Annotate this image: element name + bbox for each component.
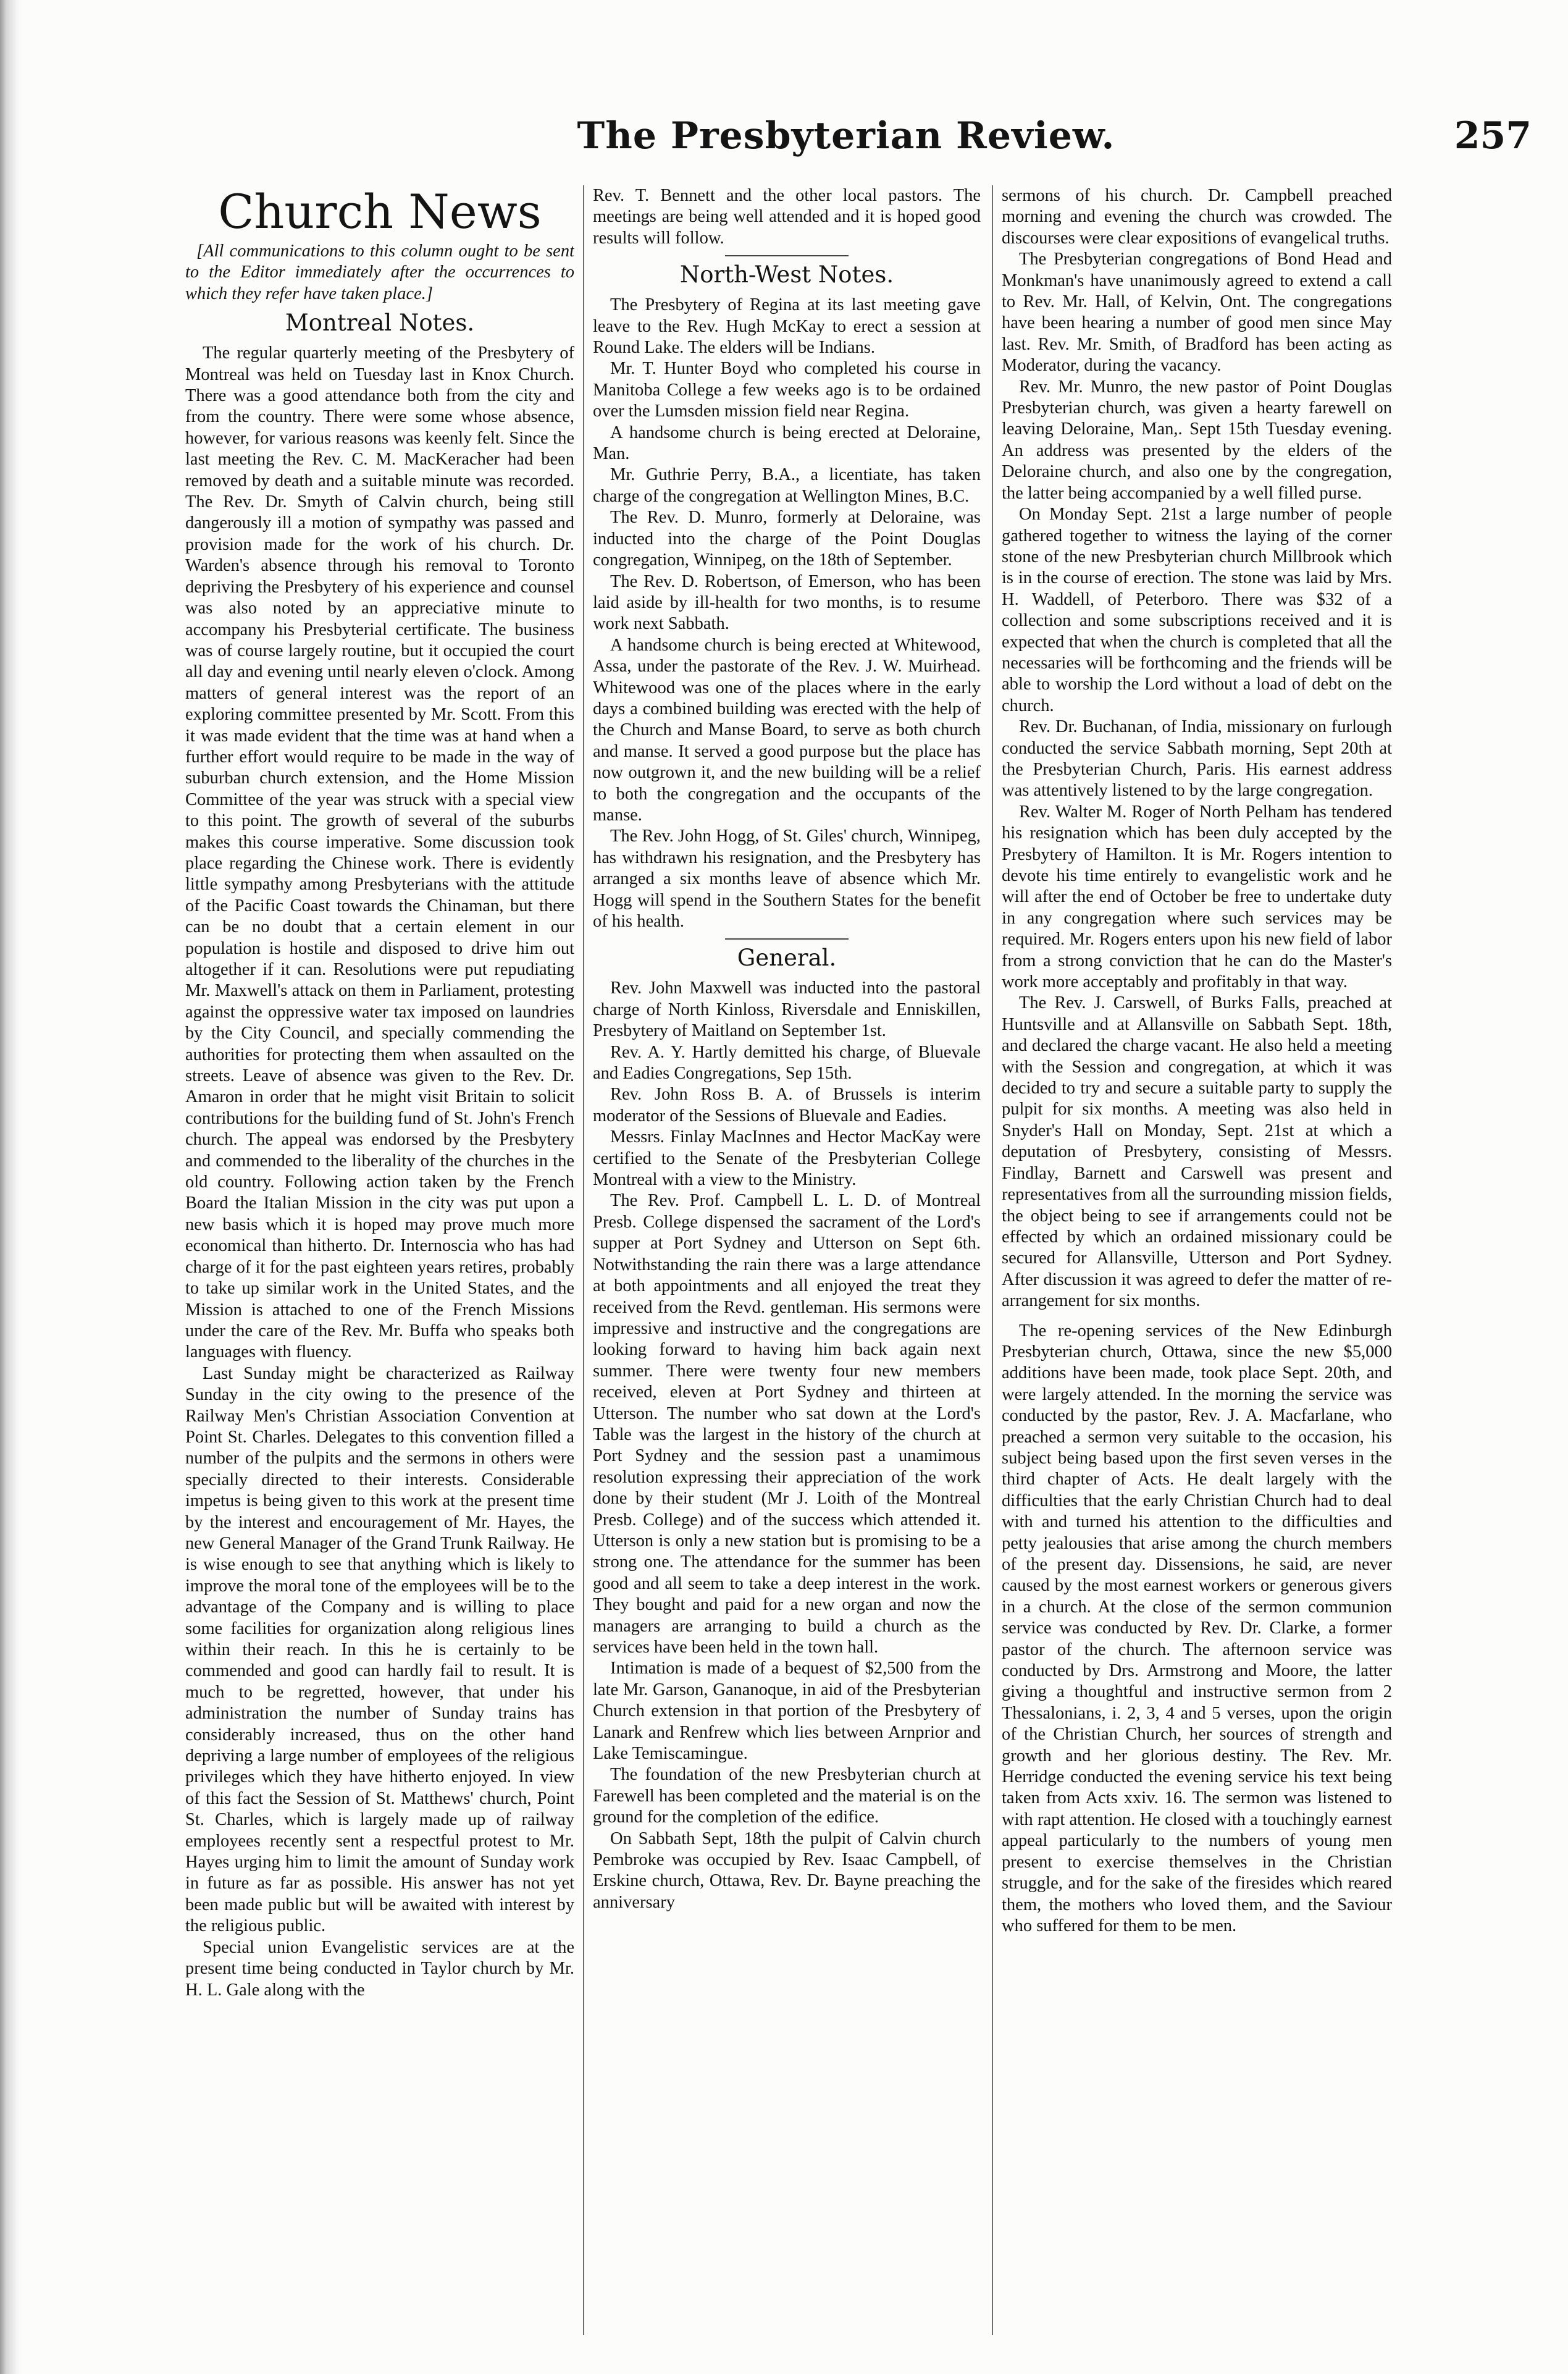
editorial-note: [All communications to this column ought to be sent to the Editor immediately after the occurrences to which they refer have taken place.] [185,242,574,303]
page-binding-edge [0,0,21,2374]
article-paragraph: Special union Evangelistic services are at the present time being conducted in Taylor church by Mr. H. L. Gale along with the [185,1937,574,2000]
article-paragraph: Rev. Walter M. Roger of North Pelham has tendered his resignation which has been duly accepted by the Presbytery of Hamilton. It is Mr. Rogers intention to devote his time entirely to evangelistic work and he will after the end of October be free to undertake duty in any congregation where such services may be required. Mr. Rogers enters upon his new field of labor from a strong conviction that he can do the Master's work more acceptably and profitably in that way. [1002,802,1392,992]
column-left [185,185,574,2344]
article-paragraph: Rev. John Ross B. A. of Brussels is interim moderator of the Sessions of Bluevale and Eadies. [593,1085,981,1126]
article-paragraph: The Rev. D. Robertson, of Emerson, who has been laid aside by ill-health for two months, is to resume work next Sabbath. [593,571,981,634]
column-middle [593,185,981,2344]
article-paragraph: A handsome church is being erected at Whitewood, Assa, under the pastorate of the Rev. J. W. Muirhead. Whitewood was one of the places where in the early days a combined building was erected with the help of the Church and Manse Board, to serve as both church and manse. It served a good purpose but the place has now outgrown it, and the new building will be a relief to both the congregation and the occupants of the manse. [593,635,981,825]
general-heading: General. [737,945,837,972]
article-paragraph: Intimation is made of a bequest of $2,500 from the late Mr. Garson, Gananoque, in aid of the Presbyterian Church extension in that portion of the Presbytery of Lanark and Renfrew which lies between Arnprior and Lake Temiscamingue. [593,1659,981,1764]
article-paragraph: Rev. John Maxwell was inducted into the pastoral charge of North Kinloss, Riversdale and Enniskillen, Presbytery of Maitland on September 1st. [593,979,981,1041]
article-paragraph: Mr. T. Hunter Boyd who completed his course in Manitoba College a few weeks ago is to be ordained over the Lumsden mission field near Regina. [593,359,981,421]
article-paragraph: Last Sunday might be characterized as Railway Sunday in the city owing to the presence of the Railway Men's Christian Association Convention at Point St. Charles. Delegates to this convention filled a number of the pulpits and the sermons in others were specially directed to their interests. Considerable impetus is being given to this work at the present time by the interest and encouragement of Mr. Hayes, the new General Manager of the Grand Trunk Railway. He is wise enough to see that anything which is likely to improve the moral tone of the employees will be to the advantage of the Company and is willing to place some facilities for organization along religious lines within their reach. In this he is certainly to be commended and good can hardly fail to result. It is much to be regretted, however, that under his administration the number of Sunday trains has considerably increased, thus on the other hand depriving a large number of employees of the religious privileges which they have hitherto enjoyed. In view of this fact the Session of St. Matthews' church, Point St. Charles, which is largely made up of railway employees recently sent a respectful protest to Mr. Hayes urging him to limit the amount of Sunday work in future as far as possible. His answer has not yet been made public but will be awaited with interest by the religious public. [185,1363,574,1936]
article-paragraph: The Rev. Prof. Campbell L. L. D. of Montreal Presb. College dispensed the sacrament of the Lord's supper at Port Sydney and Utterson on Sept 6th. Notwithstanding the rain there was a large attendance at both appointments and all enjoyed the treat they received from the Revd. gentleman. His sermons were impressive and instructive and the congregations are looking forward to having him back again next summer. There were twenty four new members received, eleven at Port Sydney and thirteen at Utterson. The number who sat down at the Lord's Table was the largest in the history of the church at Port Sydney and the session past a unamimous resolution expressing their appreciation of the work done by their student (Mr J. Loith of the Montreal Presb. College) and of the success which attended it. Utterson is only a new station but is promising to be a strong one. The attendance for the summer has been good and all seem to take a deep interest in the work. They bought and paid for a new organ and now the managers are arranging to build a church as the services have been held in the town hall. [593,1191,981,1657]
article-paragraph: On Monday Sept. 21st a large number of people gathered together to witness the laying of the corner stone of the new Presbyterian church Millbrook which is in the course of erection. The stone was laid by Mrs. H. Waddell, of Peterboro. There was $32 of a collection and some subscriptions received and it is expected that when the church is completed that all the necessaries will be forthcoming and the friends will be able to worship the Lord without a load of debt on the church. [1002,505,1392,715]
article-paragraph: The foundation of the new Presbyterian church at Farewell has been completed and the material is on the ground for the completion of the edifice. [593,1765,981,1827]
column-right [1002,185,1392,2344]
article-paragraph: The re-opening services of the New Edinburgh Presbyterian church, Ottawa, since the new $5,000 additions have been made, took place Sept. 20th, and were largely attended. In the morning the service was conducted by the pastor, Rev. J. A. Macfarlane, who preached a sermon very suitable to the occasion, his subject being based upon the first seven verses in the third chapter of Acts. He dealt largely with the difficulties that the early Christian Church had to deal with and turned his attention to the difficulties and petty jealousies that arise among the church members of the present day. Dissensions, he said, are never caused by the most earnest workers or generous givers in a church. At the close of the sermon communion service was conducted by Rev. Dr. Clarke, a former pastor of the church. The afternoon service was conducted by Drs. Armstrong and Moore, the latter giving a thoughtful and instructive sermon from 2 Thessalonians, i. 2, 3, 4 and 5 verses, upon the origin of the Christian Church, her sources of strength and growth and her glorious destiny. The Rev. Mr. Herridge conducted the evening service his text being taken from Acts xxiv. 16. The sermon was listened to with rapt attention. He closed with a touchingly earnest appeal particularly to the numbers of young men present to exercise themselves in the Christian struggle, and for the sake of the firesides which reared them, the mothers who loved them, and the Saviour who suffered for them to be men. [1002,1321,1392,1935]
column-rule-left [583,185,584,2335]
article-paragraph: Rev. Dr. Buchanan, of India, missionary on furlough conducted the service Sabbath morning, Sept 20th at the Presbyterian Church, Paris. His earnest address was attentively listened to by the large congregation. [1002,717,1392,801]
article-paragraph: Rev. A. Y. Hartly demitted his charge, of Bluevale and Eadies Congregations, Sep 15th. [593,1042,981,1084]
column-rule-right [992,185,993,2335]
article-paragraph: The Rev. John Hogg, of St. Giles' church, Winnipeg, has withdrawn his resignation, and the Presbytery has arranged a six months leave of absence which Mr. Hogg will spend in the Southern States for the benefit of his health. [593,827,981,931]
masthead-title: The Presbyterian Review. [577,114,1115,158]
article-paragraph: The Rev. D. Munro, formerly at Deloraine, was inducted into the charge of the Point Douglas congregation, Winnipeg, on the 18th of September. [593,508,981,570]
page-number: 257 [1454,114,1532,158]
article-paragraph: The regular quarterly meeting of the Presbytery of Montreal was held on Tuesday last in Knox Church. There was a good attendance both from the city and from the country. There were some whose absence, however, for various reasons was keenly felt. Since the last meeting the Rev. C. M. MacKeracher had been removed by death and a suitable minute was recorded. The Rev. Dr. Smyth of Calvin church, being still dangerously ill a motion of sympathy was passed and provision made for the work of his church. Dr. Warden's absence through his removal to Toronto depriving the Presbytery of his experience and counsel was also noted by an appreciative minute to accompany his Presbyterial certificate. The business was of course largely routine, but it occupied the court all day and evening until nearly eleven o'clock. Among matters of general interest was the report of an exploring committee presented by Mr. Scott. From this it was made evident that the time was at hand when a further effort would require to be made in the way of suburban church extension, and the Home Mission Committee of the year was struck with a special view to this point. The growth of several of the suburbs makes this course imperative. Some discussion took place regarding the Chinese work. There is evidently little sympathy among Presbyterians with the attitude of the Pacific Coast towards the Chinaman, but there can be no doubt that a certain element in our population is hostile and disposed to drive him out altogether if it can. Resolutions were put repudiating Mr. Maxwell's attack on them in Parliament, protesting against the oppressive water tax imposed on laundries by the City Council, and specially commending the authorities for protecting them when assaulted on the streets. Leave of absence was given to the Rev. Dr. Amaron in order that he might visit Britain to solicit contributions for the building fund of St. John's French church. The appeal was endorsed by the Presbytery and commended to the liberality of the churches in the old country. Following action taken by the French Board the Italian Mission in the city was put upon a new basis which it is hoped may prove much more economical than hitherto. Dr. Internoscia who has had charge of it for the past eighteen years retires, probably to take up similar work in the United States, and the Mission is attached to one of the French Missions under the care of the Rev. Mr. Buffa who speaks both languages with fluency. [185,343,574,1362]
article-paragraph: On Sabbath Sept, 18th the pulpit of Calvin church Pembroke was occupied by Rev. Isaac Campbell, of Erskine church, Ottawa, Rev. Dr. Bayne preaching the anniversary [593,1829,981,1912]
article-paragraph: The Rev. J. Carswell, of Burks Falls, preached at Huntsville and at Allansville on Sabbath Sept. 18th, and declared the charge vacant. He also held a meeting with the Session and congregation, at which it was decided to try and secure a suitable party to supply the pulpit for six months. A meeting was also held in Snyder's Hall on Monday, Sept. 21st at which a deputation of Presbytery, consisting of Messrs. Findlay, Barnett and Carswell was present and representatives from all the surrounding mission fields, the object being to see if arrangements could not be effected by which an ordained missionary could be secured for Allansville, Utterson and Port Sydney. After discussion it was agreed to defer the matter of re-arrangement for six months. [1002,993,1392,1311]
article-paragraph: sermons of his church. Dr. Campbell preached morning and evening the church was crowded. The discourses were clear expositions of evangelical truths. [1002,186,1392,248]
montreal-notes-heading: Montreal Notes. [285,309,475,337]
article-paragraph: The Presbytery of Regina at its last meeting gave leave to the Rev. Hugh McKay to erect a session at Round Lake. The elders will be Indians. [593,295,981,358]
church-news-heading: Church News [218,185,542,239]
section-divider [725,255,849,256]
article-paragraph: Rev. T. Bennett and the other local pastors. The meetings are being well attended and it is hoped good results will follow. [593,186,981,248]
article-paragraph: Rev. Mr. Munro, the new pastor of Point Douglas Presbyterian church, was given a hearty farewell on leaving Deloraine, Man,. Sept 15th Tuesday evening. An address was presented by the elders of the Deloraine church, and also one by the congregation, the latter being accompanied by a well filled purse. [1002,377,1392,503]
article-paragraph: Mr. Guthrie Perry, B.A., a licentiate, has taken charge of the congregation at Wellington Mines, B.C. [593,465,981,506]
article-paragraph: A handsome church is being erected at Deloraine, Man. [593,423,981,464]
article-paragraph: The Presbyterian congregations of Bond Head and Monkman's have unanimously agreed to extend a call to Rev. Mr. Hall, of Kelvin, Ont. The congregations have been hearing a number of good men since May last. Rev. Mr. Smith, of Bradford has been acting as Moderator, during the vacancy. [1002,250,1392,376]
article-paragraph: Messrs. Finlay MacInnes and Hector MacKay were certified to the Senate of the Presbyterian College Montreal with a view to the Ministry. [593,1127,981,1190]
north-west-notes-heading: North-West Notes. [679,261,894,288]
section-divider [725,938,849,940]
